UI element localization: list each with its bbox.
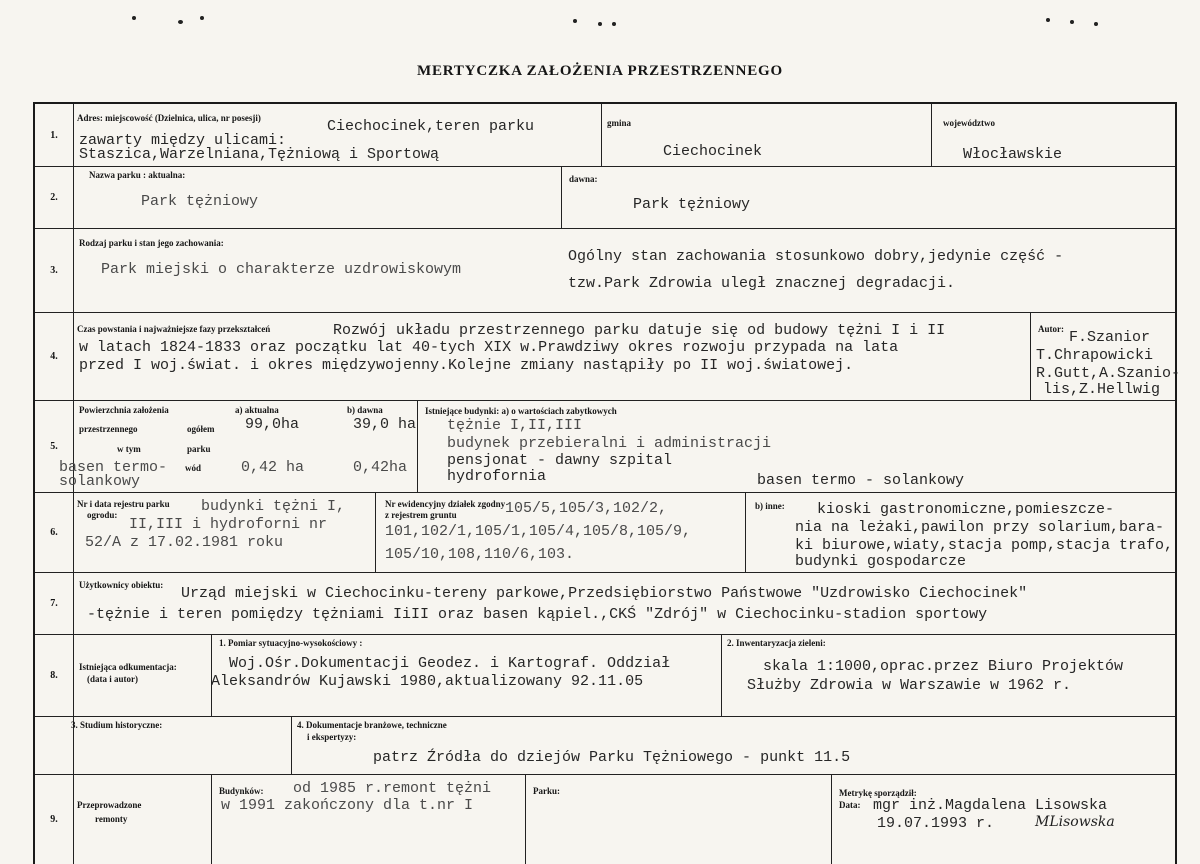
survey-line: Aleksandrów Kujawski 1980,aktualizowany 92.11.05	[211, 673, 644, 690]
row-number: 8.	[35, 634, 74, 716]
green-line: skala 1:1000,oprac.przez Biuro Projektów	[763, 658, 1124, 675]
divider	[211, 774, 212, 864]
park-name-former: Park tężniowy	[633, 196, 751, 213]
voivodeship-label: województwo	[943, 118, 995, 128]
buildings-renovation-label: Budynków:	[219, 786, 264, 796]
row-park-type	[35, 228, 1175, 313]
row-area-buildings	[35, 400, 1175, 493]
in-this-label: w tym	[117, 444, 141, 454]
buildings-label: Istniejące budynki: a) o wartościach zabytkowych	[425, 406, 617, 416]
form-table	[33, 102, 1181, 864]
registry-line: II,III i hydroforni nr	[129, 516, 328, 533]
total-label: ogółem	[187, 424, 215, 434]
building-item: tężnie I,II,III	[447, 417, 583, 434]
buildings-renovation-line: w 1991 zakończony dla t.nr I	[221, 797, 474, 814]
row-number: 5.	[35, 400, 74, 492]
row-address	[35, 104, 1175, 167]
row-number: 6.	[35, 492, 74, 572]
ink-mark	[132, 16, 136, 20]
divider	[721, 634, 722, 716]
row-park-name	[35, 166, 1175, 229]
row-number: 1.	[35, 104, 74, 166]
address-line: Staszica,Warzelniana,Tężniową i Sportową	[79, 146, 440, 163]
gmina-value: Ciechocinek	[663, 143, 763, 160]
row-number: 2.	[35, 166, 74, 228]
renovations-label: remonty	[95, 814, 128, 824]
former-area-label: b) dawna	[347, 405, 383, 415]
ink-mark	[573, 19, 577, 23]
divider	[375, 492, 376, 572]
park-name-current: Park tężniowy	[141, 193, 259, 210]
voivodeship-value: Włocławskie	[963, 146, 1063, 163]
prepared-by-line: 19.07.1993 r.	[877, 815, 995, 832]
current-total-area: 99,0ha	[245, 416, 300, 433]
plots-line: 101,102/1,105/1,105/4,105/8,105/9,	[385, 523, 692, 540]
building-item: budynek przebieralni i administracji	[447, 435, 772, 452]
branch-docs-label: 4. Dokumentacje branżowe, techniczne	[297, 720, 447, 730]
survey-label: 1. Pomiar sytuacyjno-wysokościowy :	[219, 638, 363, 648]
ink-mark	[1094, 22, 1098, 26]
former-name-label: dawna:	[569, 174, 598, 184]
registry-line: budynki tężni I,	[201, 498, 346, 515]
survey-line: Woj.Ośr.Dokumentacji Geodez. i Kartograf. Oddział	[229, 655, 671, 672]
row-number: 4.	[35, 312, 74, 400]
current-water-area: 0,42 ha	[241, 459, 305, 476]
ink-mark	[1070, 20, 1074, 24]
divider	[1030, 312, 1031, 400]
row-number: 3.	[35, 228, 74, 312]
author-label: Autor:	[1038, 324, 1064, 334]
current-area-label: a) aktualna	[235, 405, 279, 415]
address-line: zawarty między ulicami:	[79, 132, 287, 149]
document-title: MERTYCZKA ZAŁOŻENIA PRZESTRZENNEGO	[417, 63, 783, 79]
divider	[417, 400, 418, 492]
prepared-by-label: Metrykę sporządził:	[839, 788, 917, 798]
signature: MLisowska	[1035, 814, 1115, 830]
plots-line: 105/5,105/3,102/2,	[505, 500, 668, 517]
historical-study-label: 3. Studium historyczne:	[71, 720, 163, 730]
row-number: 7.	[35, 572, 74, 634]
state-line: tzw.Park Zdrowia uległ znacznej degradacji.	[568, 275, 956, 292]
plots-label: Nr ewidencyjny działek zgodny	[385, 499, 506, 509]
building-item: pensjonat - dawny szpital	[447, 452, 673, 469]
divider	[291, 716, 292, 774]
row-registry	[35, 492, 1175, 573]
author-line: F.Szanior	[1069, 329, 1151, 346]
plots-line: 105/10,108,110/6,103.	[385, 546, 575, 563]
author-line: T.Chrapowicki	[1036, 347, 1154, 364]
author-line: lis,Z.Hellwig	[1043, 381, 1161, 398]
water-label: wód	[185, 463, 202, 473]
branch-docs-label: i ekspertyzy:	[307, 732, 357, 742]
ink-mark	[200, 16, 204, 20]
plots-label: z rejestrem gruntu	[385, 510, 457, 520]
row-number: 9.	[35, 774, 74, 864]
former-total-area: 39,0 ha	[353, 416, 417, 433]
divider	[601, 104, 602, 166]
state-line: Ogólny stan zachowania stosunkowo dobry,jedynie część -	[568, 248, 1064, 265]
buildings-renovation-line: od 1985 r.remont tężni	[293, 780, 492, 797]
row-history	[35, 312, 1181, 401]
author-line: R.Gutt,A.Szanio-	[1036, 365, 1181, 382]
renovations-label: Przeprowadzone	[77, 800, 142, 810]
former-water-area: 0,42ha	[353, 459, 408, 476]
divider	[931, 104, 932, 166]
users-label: Użytkownicy obiektu:	[79, 580, 164, 590]
ink-mark	[612, 22, 616, 26]
park-renovation-label: Parku:	[533, 786, 560, 796]
park-type-label: Rodzaj parku i stan jego zachowania:	[79, 238, 224, 248]
gmina-label: gmina	[607, 118, 632, 128]
registry-label: ogrodu:	[87, 510, 118, 520]
ink-mark	[178, 20, 183, 24]
history-line: Rozwój układu przestrzennego parku datuje się od budowy tężni I i II	[333, 322, 946, 339]
spatial-label: przestrzennego	[79, 424, 138, 434]
branch-docs-value: patrz Źródła do dziejów Parku Tężniowego - punkt 11.5	[373, 749, 851, 766]
park-label: parku	[187, 444, 211, 454]
park-name-label: Nazwa parku : aktualna:	[89, 170, 186, 180]
row-documentation	[35, 634, 1175, 717]
history-line: przed I woj.świat. i okres międzywojenny.Kolejne zmiany nastąpiły po II woj.światowej.	[79, 357, 854, 374]
building-item: hydrofornia	[447, 468, 547, 485]
history-line: w latach 1824-1833 oraz początku lat 40-tych XIX w.Prawdziwy okres rozwoju przypada na lata	[79, 339, 899, 356]
divider	[745, 492, 746, 572]
other-line: nia na leżaki,pawilon przy solarium,bara-	[795, 519, 1165, 536]
other-line: budynki gospodarcze	[795, 553, 967, 570]
registry-line: 52/A z 17.02.1981 roku	[85, 534, 284, 551]
users-line: Urząd miejski w Ciechocinku-tereny parkowe,Przedsiębiorstwo Państwowe "Uzdrowisko Ciechocinek"	[181, 585, 1028, 602]
other-line: kioski gastronomiczne,pomieszcze-	[817, 501, 1115, 518]
row-users	[35, 572, 1175, 635]
basin-right-value: basen termo - solankowy	[757, 472, 965, 489]
divider	[525, 774, 526, 864]
green-line: Służby Zdrowia w Warszawie w 1962 r.	[747, 677, 1072, 694]
basin-line: basen termo-	[59, 459, 168, 476]
date-label: Data:	[839, 800, 861, 810]
users-line: -tężnie i teren pomiędzy tężniami IiII oraz basen kąpiel.,CKŚ "Zdrój" w Ciechocinku-stadion sportowy	[87, 606, 988, 623]
row-renovations	[35, 774, 1175, 864]
address-label: Adres: miejscowość (Dzielnica, ulica, nr posesji)	[77, 113, 261, 123]
ink-mark	[598, 22, 602, 26]
registry-label: Nr i data rejestru parku	[77, 499, 170, 509]
documentation-label: (data i autor)	[87, 674, 138, 684]
divider	[831, 774, 832, 864]
ink-mark	[1046, 18, 1050, 22]
basin-line: solankowy	[59, 473, 141, 490]
area-label: Powierzchnia założenia	[79, 405, 169, 415]
divider	[561, 166, 562, 228]
other-label: b) inne:	[755, 501, 785, 511]
documentation-label: Istniejąca odkumentacja:	[79, 662, 177, 672]
green-label: 2. Inwentaryzacja zieleni:	[727, 638, 826, 648]
row-studies	[35, 716, 1175, 775]
prepared-by-line: mgr inż.Magdalena Lisowska	[873, 797, 1108, 814]
park-type-value: Park miejski o charakterze uzdrowiskowym	[101, 261, 462, 278]
other-line: ki biurowe,wiaty,stacja pomp,stacja trafo,	[795, 537, 1174, 554]
history-label: Czas powstania i najważniejsze fazy przekształceń	[77, 324, 271, 334]
address-line: Ciechocinek,teren parku	[327, 118, 535, 135]
